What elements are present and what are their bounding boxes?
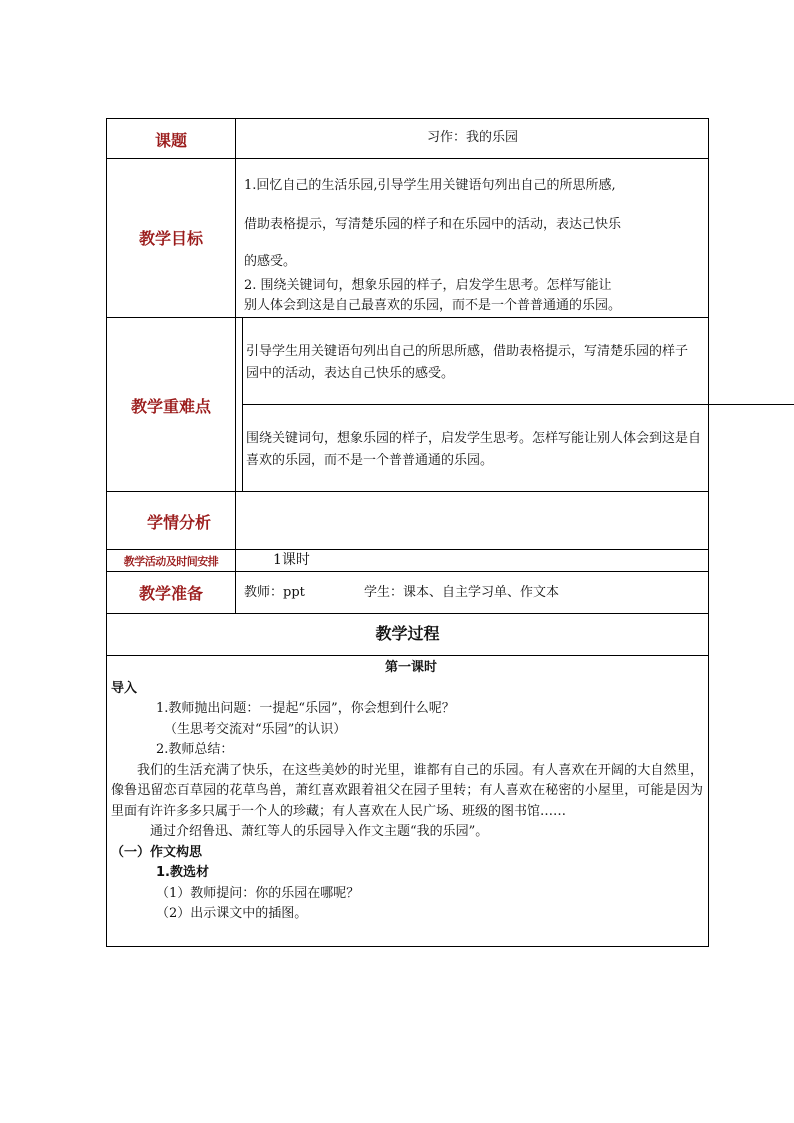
schedule-value: 1课时 bbox=[273, 552, 310, 568]
preparation-label: 教学准备 bbox=[138, 584, 203, 603]
process-content bbox=[111, 658, 706, 925]
step-2: （2）出示课文中的插图。 bbox=[156, 906, 308, 921]
key-point-1-line-2: 园中的活动，表达自己快乐的感受。 bbox=[246, 366, 455, 381]
preparation-student: 学生：课本、自主学习单、作文本 bbox=[364, 585, 560, 600]
analysis-label: 学情分析 bbox=[146, 513, 211, 532]
question-1-note: （生思考交流对“乐园”的认识） bbox=[164, 721, 347, 737]
key-point-2-line-1: 围绕关键词句，想象乐园的样子，启发学生思考。怎样写能让别人体会到这是自 bbox=[246, 431, 702, 446]
topic-value: 习作：我的乐园 bbox=[426, 130, 518, 145]
goals-line-5: 别人体会到这是自己最喜欢的乐园，而不是一个普普通通的乐园。 bbox=[244, 298, 622, 313]
key-points-label: 教学重难点 bbox=[130, 397, 211, 416]
lesson-title: 第一课时 bbox=[384, 660, 437, 675]
section-1-heading: （一）作文构思 bbox=[111, 844, 203, 860]
goals-line-4: 2. 围绕关键词句，想象乐园的样子，启发学生思考。怎样写能让 bbox=[244, 278, 612, 293]
schedule-label: 教学活动及时间安排 bbox=[123, 555, 219, 568]
summary-paragraph: 我们的生活充满了快乐，在这些美妙的时光里，谁都有自己的乐园。有人喜欢在开阔的大自然里，像鲁迅留恋百草园的花草鸟兽，萧红喜欢跟着祖父在园子里转；有人喜欢在秘密的小屋里，可能是因为里面有许许多多只属于一个人的珍藏；有人喜欢在人民广场、班级的图书馆…… bbox=[111, 762, 703, 819]
step-1: （1）教师提问：你的乐园在哪呢？ bbox=[156, 885, 360, 901]
key-point-1-line-1: 引导学生用关键语句列出自己的所思所感，借助表格提示，写清楚乐园的样子 bbox=[246, 344, 689, 359]
intro-heading: 导入 bbox=[111, 680, 138, 696]
key-point-2-line-2: 喜欢的乐园，而不是一个普普通通的乐园。 bbox=[246, 453, 494, 468]
lesson-plan-table bbox=[106, 118, 709, 947]
process-header: 教学过程 bbox=[375, 624, 440, 643]
transition-text: 通过介绍鲁迅、萧红等人的乐园导入作文主题“我的乐园”。 bbox=[150, 824, 489, 839]
goals-line-1: 1.回忆自己的生活乐园,引导学生用关键语句列出自己的所思所感, bbox=[244, 178, 616, 193]
goals-line-2: 借助表格提示，写清楚乐园的样子和在乐园中的活动，表达己快乐 bbox=[244, 217, 622, 232]
preparation-teacher: 教师：ppt bbox=[244, 585, 305, 600]
topic-label: 课题 bbox=[154, 131, 187, 150]
question-1: 1.教师抛出问题：一提起“乐园”，你会想到什么呢？ bbox=[156, 701, 455, 716]
question-2: 2.教师总结： bbox=[156, 742, 234, 757]
sub-1-heading: 1.教选材 bbox=[156, 865, 209, 880]
goals-label: 教学目标 bbox=[138, 229, 203, 248]
goals-line-3: 的感受。 bbox=[244, 254, 297, 269]
